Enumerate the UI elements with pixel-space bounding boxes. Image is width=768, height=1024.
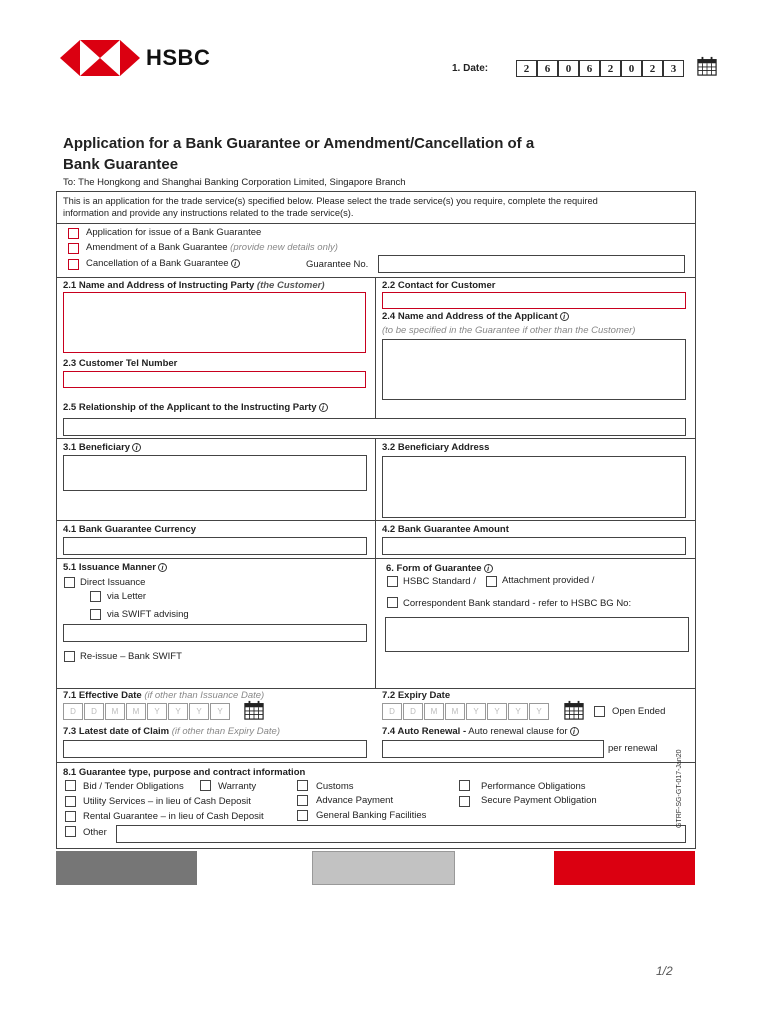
direct-issuance-checkbox[interactable] xyxy=(64,577,75,588)
date-digit[interactable]: 2 xyxy=(600,60,621,77)
expiry-date-label: 7.2 Expiry Date xyxy=(382,690,451,701)
brand-name: HSBC xyxy=(146,45,211,70)
other-input[interactable] xyxy=(116,825,686,843)
date-slot[interactable]: M xyxy=(105,703,125,720)
cancellation-checkbox[interactable] xyxy=(68,259,79,270)
correspondent-bg-input[interactable] xyxy=(385,617,689,652)
issuance-detail-input[interactable] xyxy=(63,624,367,642)
date-slot[interactable]: M xyxy=(445,703,465,720)
calendar-icon[interactable] xyxy=(563,700,585,720)
info-icon[interactable]: i xyxy=(132,443,141,452)
customs-label: Customs xyxy=(316,781,354,792)
date-digit[interactable]: 6 xyxy=(579,60,600,77)
addressee: To: The Hongkong and Shanghai Banking Corporation Limited, Singapore Branch xyxy=(63,177,406,188)
applicant-text: 2.4 Name and Address of the Applicant xyxy=(382,311,558,322)
divider xyxy=(56,277,696,278)
correspondent-label: Correspondent Bank standard - refer to HSBC BG No: xyxy=(403,598,632,609)
bid-label: Bid / Tender Obligations xyxy=(83,781,184,792)
advance-payment-label: Advance Payment xyxy=(316,795,394,806)
applicant-label xyxy=(382,311,569,322)
form-code: GTRF-SG-GT-017-Jan20 xyxy=(676,749,683,828)
performance-label: Performance Obligations xyxy=(481,781,586,792)
warranty-label: Warranty xyxy=(218,781,257,792)
tel-label: 2.3 Customer Tel Number xyxy=(63,358,178,369)
cancellation-label xyxy=(86,258,240,269)
beneficiary-text: 3.1 Beneficiary xyxy=(63,442,131,453)
rental-checkbox[interactable] xyxy=(65,811,76,822)
relationship-text: 2.5 Relationship of the Applicant to the Instructing Party xyxy=(63,402,317,413)
beneficiary-input[interactable] xyxy=(63,455,367,491)
guarantee-no-input[interactable] xyxy=(378,255,685,273)
guarantee-type-label: 8.1 Guarantee type, purpose and contract information xyxy=(63,767,306,778)
instructing-party-input[interactable] xyxy=(63,292,366,353)
latest-claim-hint: (if other than Expiry Date) xyxy=(171,726,281,737)
date-slot[interactable]: M xyxy=(424,703,444,720)
date-slot[interactable]: Y xyxy=(466,703,486,720)
bid-checkbox[interactable] xyxy=(65,780,76,791)
instructing-party-hint: (the Customer) xyxy=(256,280,325,291)
date-digit[interactable]: 0 xyxy=(558,60,579,77)
date-digit[interactable]: 2 xyxy=(516,60,537,77)
divider xyxy=(56,688,696,689)
amendment-checkbox[interactable] xyxy=(68,243,79,254)
divider xyxy=(375,438,376,688)
intro-line: This is an application for the trade service(s) specified below. Please select the trade service(s) you require, complete the required xyxy=(63,196,598,206)
date-slot[interactable]: D xyxy=(84,703,104,720)
calendar-icon[interactable] xyxy=(696,56,718,76)
divider xyxy=(56,520,696,521)
via-letter-label: via Letter xyxy=(107,591,147,602)
date-slot[interactable]: Y xyxy=(210,703,230,720)
grey-action-button[interactable] xyxy=(56,851,197,885)
effective-date-hint: (if other than Issuance Date) xyxy=(144,690,265,701)
hsbc-standard-checkbox[interactable] xyxy=(387,576,398,587)
applicant-hint: (to be specified in the Guarantee if other than the Customer) xyxy=(382,325,636,336)
via-letter-checkbox[interactable] xyxy=(90,591,101,602)
open-ended-checkbox[interactable] xyxy=(594,706,605,717)
info-icon[interactable]: i xyxy=(484,564,493,573)
secure-payment-label: Secure Payment Obligation xyxy=(481,795,597,806)
hsbc-standard-label: HSBC Standard / xyxy=(403,576,476,587)
date-label: 1. Date: xyxy=(452,63,489,74)
issuance-manner-label xyxy=(63,562,167,573)
divider xyxy=(56,558,696,559)
amendment-text: Amendment of a Bank Guarantee xyxy=(86,242,228,253)
issue-checkbox[interactable] xyxy=(68,228,79,239)
secure-payment-checkbox[interactable] xyxy=(459,796,470,807)
date-slot[interactable]: Y xyxy=(529,703,549,720)
tel-input[interactable] xyxy=(63,371,366,388)
effective-date-label xyxy=(63,690,264,701)
date-digit[interactable]: 0 xyxy=(621,60,642,77)
amendment-label xyxy=(86,242,338,253)
contact-input[interactable] xyxy=(382,292,686,309)
date-slot[interactable]: Y xyxy=(147,703,167,720)
contact-label: 2.2 Contact for Customer xyxy=(382,280,496,291)
info-icon[interactable]: i xyxy=(570,727,579,736)
info-icon[interactable]: i xyxy=(158,563,167,572)
currency-input[interactable] xyxy=(63,537,367,555)
date-slot[interactable]: M xyxy=(126,703,146,720)
hsbc-hexagon-icon xyxy=(60,40,140,76)
amount-label: 4.2 Bank Guarantee Amount xyxy=(382,524,509,535)
info-icon[interactable]: i xyxy=(560,312,569,321)
auto-renewal-text: 7.4 Auto Renewal - xyxy=(382,726,467,737)
light-grey-action-button[interactable] xyxy=(312,851,455,885)
divider xyxy=(56,438,696,439)
date-digit[interactable]: 6 xyxy=(537,60,558,77)
page-title xyxy=(63,133,534,175)
auto-renewal-input[interactable] xyxy=(382,740,604,758)
amendment-hint: (provide new details only) xyxy=(230,242,338,253)
issue-label: Application for issue of a Bank Guarantee xyxy=(86,227,262,238)
guarantee-no-label: Guarantee No. xyxy=(306,259,369,270)
banking-facilities-checkbox[interactable] xyxy=(297,810,308,821)
date-slot[interactable]: Y xyxy=(487,703,507,720)
beneficiary-label xyxy=(63,442,141,453)
divider xyxy=(56,223,696,224)
beneficiary-address-label: 3.2 Beneficiary Address xyxy=(382,442,490,453)
latest-claim-text: 7.3 Latest date of Claim xyxy=(63,726,170,737)
utility-label: Utility Services – in lieu of Cash Deposit xyxy=(83,796,251,807)
banking-facilities-label: General Banking Facilities xyxy=(316,810,427,821)
amount-input[interactable] xyxy=(382,537,686,555)
instructing-party-label xyxy=(63,280,324,291)
other-checkbox[interactable] xyxy=(65,826,76,837)
red-action-button[interactable] xyxy=(554,851,695,885)
latest-claim-input[interactable] xyxy=(63,740,367,758)
date-digit[interactable]: 2 xyxy=(642,60,663,77)
beneficiary-address-input[interactable] xyxy=(382,456,686,518)
page-title-line: Bank Guarantee xyxy=(63,156,179,173)
per-renewal-label: per renewal xyxy=(608,743,658,754)
attachment-label: Attachment provided / xyxy=(502,575,595,586)
info-icon[interactable]: i xyxy=(231,259,240,268)
form-of-guarantee-label xyxy=(386,563,493,574)
advance-payment-checkbox[interactable] xyxy=(297,795,308,806)
other-label: Other xyxy=(83,827,107,838)
intro-line: information and provide any instructions related to the trade service(s). xyxy=(63,208,354,218)
correspondent-checkbox[interactable] xyxy=(387,597,398,608)
divider xyxy=(56,762,696,763)
utility-checkbox[interactable] xyxy=(65,796,76,807)
direct-issuance-label: Direct Issuance xyxy=(80,577,146,588)
via-swift-checkbox[interactable] xyxy=(90,609,101,620)
page-number: 1/2 xyxy=(656,964,673,978)
latest-claim-label xyxy=(63,726,280,737)
relationship-label xyxy=(63,402,328,413)
date-digit[interactable]: 3 xyxy=(663,60,684,77)
issuance-manner-text: 5.1 Issuance Manner xyxy=(63,562,156,573)
date-slot[interactable]: Y xyxy=(168,703,188,720)
date-slot[interactable]: Y xyxy=(508,703,528,720)
relationship-input[interactable] xyxy=(63,418,686,436)
applicant-input[interactable] xyxy=(382,339,686,400)
intro-text xyxy=(63,195,598,219)
info-icon[interactable]: i xyxy=(319,403,328,412)
reissue-label: Re-issue – Bank SWIFT xyxy=(80,651,182,662)
auto-renewal-tail: Auto renewal clause for xyxy=(468,726,568,737)
via-swift-label: via SWIFT advising xyxy=(107,609,189,620)
instructing-party-text: 2.1 Name and Address of Instructing Party xyxy=(63,280,255,291)
date-slot[interactable]: D xyxy=(63,703,83,720)
date-slot[interactable]: D xyxy=(382,703,402,720)
currency-label: 4.1 Bank Guarantee Currency xyxy=(63,524,197,535)
date-slot[interactable]: D xyxy=(403,703,423,720)
divider xyxy=(375,277,376,436)
calendar-icon[interactable] xyxy=(243,700,265,720)
rental-label: Rental Guarantee – in lieu of Cash Deposit xyxy=(83,811,264,822)
page-title-line: Application for a Bank Guarantee or Amendment/Cancellation of a xyxy=(63,135,535,152)
cancellation-text: Cancellation of a Bank Guarantee xyxy=(86,258,229,269)
reissue-checkbox[interactable] xyxy=(64,651,75,662)
warranty-checkbox[interactable] xyxy=(200,780,211,791)
form-of-guarantee-text: 6. Form of Guarantee xyxy=(386,563,482,574)
auto-renewal-label xyxy=(382,726,579,737)
customs-checkbox[interactable] xyxy=(297,780,308,791)
performance-checkbox[interactable] xyxy=(459,780,470,791)
attachment-checkbox[interactable] xyxy=(486,576,497,587)
date-slot[interactable]: Y xyxy=(189,703,209,720)
open-ended-label: Open Ended xyxy=(612,706,666,717)
hsbc-logo xyxy=(60,40,140,76)
effective-date-text: 7.1 Effective Date xyxy=(63,690,142,701)
